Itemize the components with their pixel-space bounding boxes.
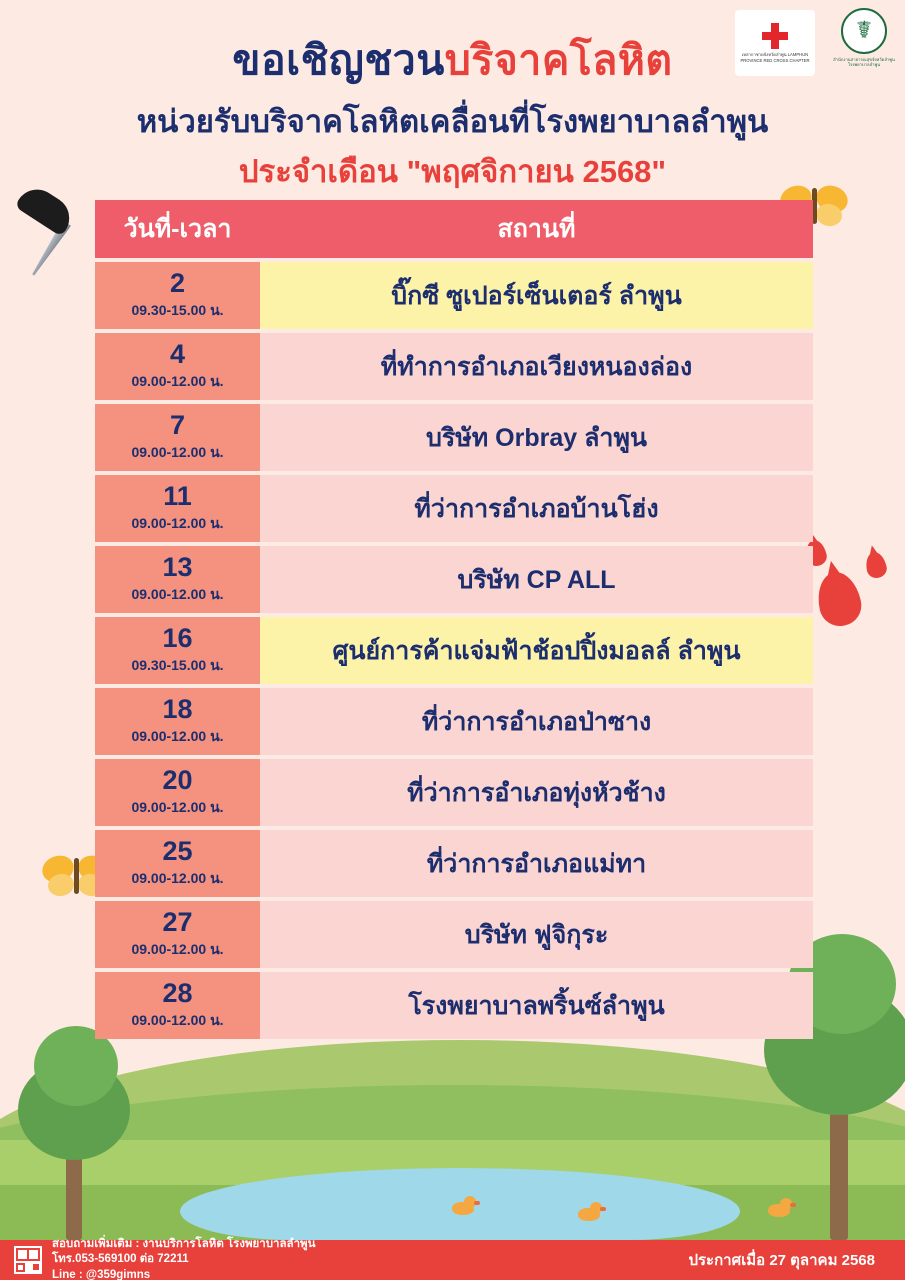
row-place-cell: ที่ว่าการอำเภอทุ่งหัวช้าง bbox=[260, 759, 813, 826]
row-date-cell bbox=[95, 404, 260, 471]
row-date-cell bbox=[95, 972, 260, 1039]
red-cross-icon bbox=[762, 23, 788, 49]
row-time: 09.00-12.00 น. bbox=[131, 727, 224, 744]
ministry-of-public-health-logo bbox=[830, 8, 898, 78]
table-row bbox=[95, 688, 813, 755]
table-row bbox=[95, 546, 813, 613]
row-place-cell: บริษัท ฟูจิกุระ bbox=[260, 901, 813, 968]
row-place-cell: บริษัท Orbray ลำพูน bbox=[260, 404, 813, 471]
row-date-cell bbox=[95, 759, 260, 826]
row-time: 09.00-12.00 น. bbox=[131, 798, 224, 815]
row-day: 18 bbox=[162, 694, 193, 725]
row-date-cell bbox=[95, 546, 260, 613]
row-date-cell bbox=[95, 901, 260, 968]
table-row bbox=[95, 475, 813, 542]
row-day: 11 bbox=[163, 481, 192, 512]
table-row bbox=[95, 830, 813, 897]
row-date-cell bbox=[95, 617, 260, 684]
row-date-cell bbox=[95, 475, 260, 542]
duck-icon bbox=[768, 1198, 794, 1218]
table-row bbox=[95, 759, 813, 826]
table-row bbox=[95, 262, 813, 329]
row-date-cell bbox=[95, 262, 260, 329]
row-place-cell: ที่ว่าการอำเภอแม่ทา bbox=[260, 830, 813, 897]
row-time: 09.00-12.00 น. bbox=[131, 372, 224, 389]
table-row bbox=[95, 404, 813, 471]
row-place-cell: ศูนย์การค้าแจ่มฟ้าช้อปปิ้งมอลล์ ลำพูน bbox=[260, 617, 813, 684]
poster-footer bbox=[0, 1237, 905, 1280]
row-place-cell: บริษัท CP ALL bbox=[260, 546, 813, 613]
duck-icon bbox=[452, 1196, 478, 1216]
row-day: 7 bbox=[169, 410, 186, 441]
table-header-row bbox=[95, 200, 813, 258]
table-row bbox=[95, 972, 813, 1039]
title-part1: ขอเชิญชวน bbox=[232, 37, 445, 83]
row-day: 16 bbox=[162, 623, 193, 654]
row-date-cell bbox=[95, 333, 260, 400]
contact-line-2: โทร.053-569100 ต่อ 72211 bbox=[52, 1253, 189, 1266]
row-place-cell: โรงพยาบาลพริ้นซ์ลำพูน bbox=[260, 972, 813, 1039]
qr-code-icon bbox=[14, 1246, 42, 1274]
row-date-cell bbox=[95, 688, 260, 755]
caduceus-icon: ☤ bbox=[841, 8, 887, 54]
row-place-cell: บิ๊กซี ซูเปอร์เซ็นเตอร์ ลำพูน bbox=[260, 262, 813, 329]
announcement-date: ประกาศเมื่อ 27 ตุลาคม 2568 bbox=[688, 1252, 875, 1269]
row-time: 09.30-15.00 น. bbox=[131, 656, 224, 673]
row-day: 28 bbox=[162, 978, 193, 1009]
row-day: 2 bbox=[169, 268, 186, 299]
row-time: 09.00-12.00 น. bbox=[131, 585, 224, 602]
row-time: 09.30-15.00 น. bbox=[131, 301, 224, 318]
row-time: 09.00-12.00 น. bbox=[131, 443, 224, 460]
month-line: ประจำเดือน "พฤศจิกายน 2568" bbox=[238, 154, 667, 189]
column-header-date: วันที่-เวลา bbox=[123, 215, 232, 243]
contact-line-1: สอบถามเพิ่มเติม : งานบริการโลหิต โรงพยาบาลลำพูน bbox=[52, 1237, 316, 1250]
row-day: 20 bbox=[162, 765, 193, 796]
duck-icon bbox=[578, 1202, 604, 1222]
title-part2: บริจาคโลหิต bbox=[444, 37, 673, 83]
row-place-cell: ที่ว่าการอำเภอป่าซาง bbox=[260, 688, 813, 755]
pushpin-icon bbox=[8, 192, 98, 284]
row-time: 09.00-12.00 น. bbox=[131, 1011, 224, 1028]
row-day: 25 bbox=[162, 836, 193, 867]
poster-header bbox=[0, 0, 905, 190]
contact-line-3: Line : @359gimns bbox=[52, 1268, 151, 1280]
row-time: 09.00-12.00 น. bbox=[131, 940, 224, 957]
row-place-cell: ที่ทำการอำเภอเวียงหนองล่อง bbox=[260, 333, 813, 400]
row-day: 13 bbox=[162, 552, 193, 583]
row-time: 09.00-12.00 น. bbox=[131, 869, 224, 886]
page-subtitle: หน่วยรับบริจาคโลหิตเคลื่อนที่โรงพยาบาลลำพูน bbox=[136, 104, 769, 139]
row-day: 4 bbox=[169, 339, 186, 370]
contact-info bbox=[52, 1237, 316, 1280]
row-place-cell: ที่ว่าการอำเภอบ้านโฮ่ง bbox=[260, 475, 813, 542]
table-row bbox=[95, 901, 813, 968]
schedule-table bbox=[95, 200, 813, 1039]
red-cross-logo bbox=[735, 10, 815, 76]
moph-caption: สำนักงานสาธารณสุขจังหวัดลำพูน โรงพยาบาลลำพูน bbox=[833, 57, 895, 68]
row-time: 09.00-12.00 น. bbox=[131, 514, 224, 531]
table-row bbox=[95, 617, 813, 684]
table-row bbox=[95, 333, 813, 400]
tree-left bbox=[10, 1020, 140, 1240]
row-day: 27 bbox=[162, 907, 193, 938]
red-cross-caption: เหล่ากาชาดจังหวัดลำพูน LAMPHUN PROVINCE RED CROSS CHAPTER bbox=[740, 52, 810, 63]
row-date-cell bbox=[95, 830, 260, 897]
column-header-place: สถานที่ bbox=[497, 215, 576, 243]
